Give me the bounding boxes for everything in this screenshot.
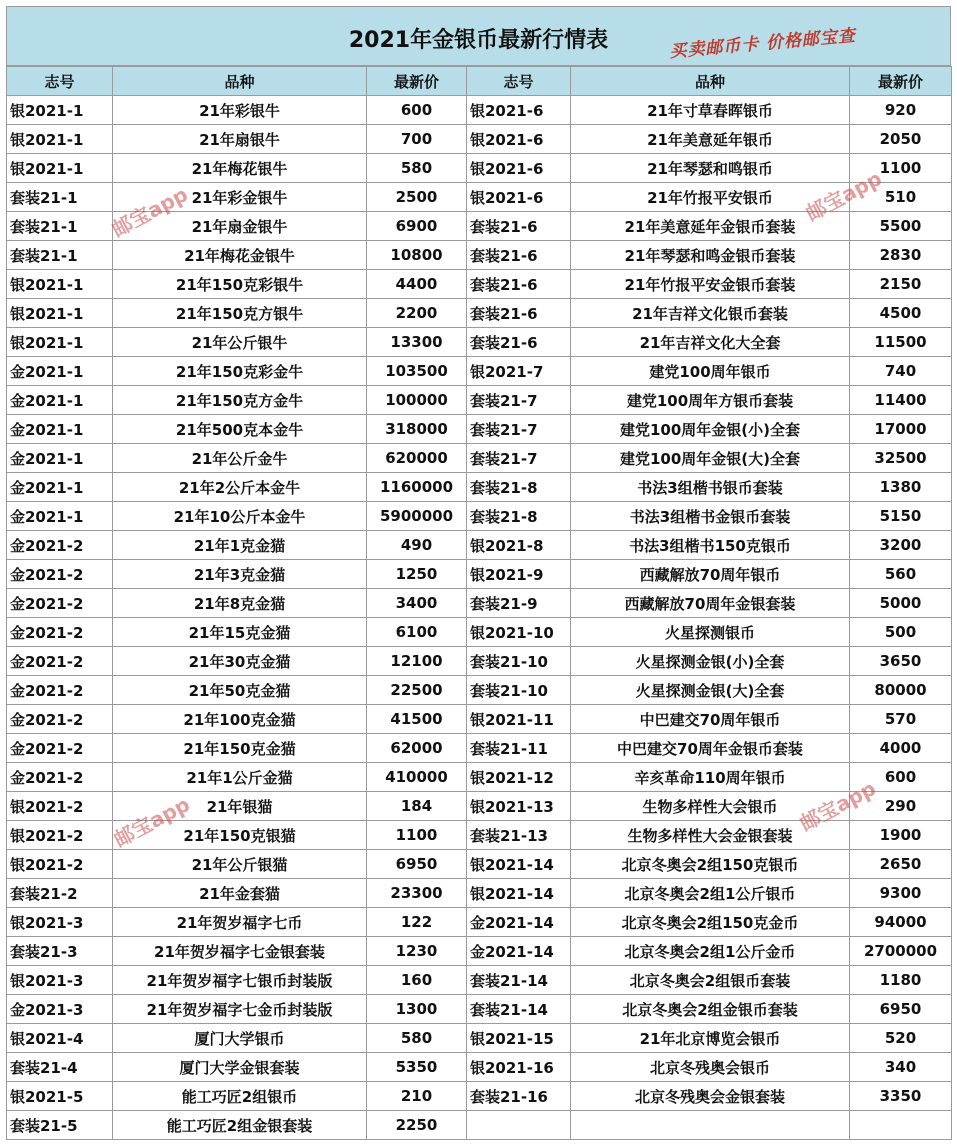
right-variety-cell: 建党100周年银币 xyxy=(571,357,850,386)
left-variety-cell: 21年30克金猫 xyxy=(113,647,367,676)
left-code-cell: 银2021-1 xyxy=(7,125,113,154)
left-price-cell: 1160000 xyxy=(367,473,467,502)
left-price-cell: 5900000 xyxy=(367,502,467,531)
right-price-cell: 920 xyxy=(850,96,952,125)
table-row xyxy=(7,357,952,386)
left-code-cell: 金2021-2 xyxy=(7,589,113,618)
right-code-cell: 套装21-6 xyxy=(467,270,571,299)
left-price-cell: 210 xyxy=(367,1082,467,1111)
table-row xyxy=(7,328,952,357)
left-variety-cell: 21年贺岁福字七银币封装版 xyxy=(113,966,367,995)
left-price-cell: 318000 xyxy=(367,415,467,444)
table-row xyxy=(7,386,952,415)
right-code-cell: 金2021-14 xyxy=(467,937,571,966)
right-price-cell: 4500 xyxy=(850,299,952,328)
table-row xyxy=(7,212,952,241)
table-row xyxy=(7,125,952,154)
left-code-cell: 银2021-1 xyxy=(7,270,113,299)
right-code-cell: 套装21-10 xyxy=(467,647,571,676)
right-price-cell: 1180 xyxy=(850,966,952,995)
right-price-cell: 80000 xyxy=(850,676,952,705)
right-price-cell: 3350 xyxy=(850,1082,952,1111)
left-variety-cell: 21年公斤银猫 xyxy=(113,850,367,879)
right-price-cell: 500 xyxy=(850,618,952,647)
right-code-cell: 套装21-7 xyxy=(467,415,571,444)
table-row xyxy=(7,821,952,850)
right-variety-cell: 21年美意延年银币 xyxy=(571,125,850,154)
watermark: 邮宝app xyxy=(801,165,886,226)
right-price-cell: 94000 xyxy=(850,908,952,937)
right-price-cell: 11500 xyxy=(850,328,952,357)
watermark: 邮宝app xyxy=(109,791,194,852)
watermark: 邮宝app xyxy=(795,775,880,836)
table-row xyxy=(7,560,952,589)
left-price-cell: 490 xyxy=(367,531,467,560)
title-bar xyxy=(6,6,951,66)
left-code-cell: 金2021-1 xyxy=(7,386,113,415)
table-row xyxy=(7,618,952,647)
table-row xyxy=(7,589,952,618)
header-variety: 品种 xyxy=(113,67,367,96)
table-row xyxy=(7,1082,952,1111)
right-variety-cell: 21年吉祥文化大全套 xyxy=(571,328,850,357)
right-price-cell: 5150 xyxy=(850,502,952,531)
left-price-cell: 1300 xyxy=(367,995,467,1024)
table-row xyxy=(7,792,952,821)
left-variety-cell: 厦门大学银币 xyxy=(113,1024,367,1053)
right-variety-cell: 火星探测银币 xyxy=(571,618,850,647)
left-code-cell: 套装21-3 xyxy=(7,937,113,966)
right-price-cell: 520 xyxy=(850,1024,952,1053)
right-variety-cell: 21年吉祥文化银币套装 xyxy=(571,299,850,328)
left-variety-cell: 21年梅花金银牛 xyxy=(113,241,367,270)
right-code-cell xyxy=(467,1111,571,1140)
left-variety-cell: 21年扇金银牛 xyxy=(113,212,367,241)
left-variety-cell: 厦门大学金银套装 xyxy=(113,1053,367,1082)
left-price-cell: 6100 xyxy=(367,618,467,647)
left-variety-cell: 21年50克金猫 xyxy=(113,676,367,705)
right-price-cell: 2150 xyxy=(850,270,952,299)
right-price-cell xyxy=(850,1111,952,1140)
right-price-cell: 1100 xyxy=(850,154,952,183)
table-row xyxy=(7,676,952,705)
left-price-cell: 122 xyxy=(367,908,467,937)
left-code-cell: 套装21-1 xyxy=(7,212,113,241)
table-row xyxy=(7,299,952,328)
left-code-cell: 金2021-2 xyxy=(7,705,113,734)
right-price-cell: 290 xyxy=(850,792,952,821)
left-variety-cell: 21年公斤金牛 xyxy=(113,444,367,473)
left-code-cell: 金2021-2 xyxy=(7,531,113,560)
left-code-cell: 银2021-2 xyxy=(7,792,113,821)
page-title: 2021年金银币最新行情表 xyxy=(348,28,609,53)
left-code-cell: 套装21-5 xyxy=(7,1111,113,1140)
left-price-cell: 41500 xyxy=(367,705,467,734)
right-price-cell: 2650 xyxy=(850,850,952,879)
left-price-cell: 160 xyxy=(367,966,467,995)
table-row xyxy=(7,183,952,212)
header-price: 最新价 xyxy=(850,67,952,96)
left-price-cell: 62000 xyxy=(367,734,467,763)
left-code-cell: 金2021-1 xyxy=(7,473,113,502)
left-price-cell: 2200 xyxy=(367,299,467,328)
right-code-cell: 套装21-14 xyxy=(467,995,571,1024)
table-row xyxy=(7,1111,952,1140)
right-price-cell: 2050 xyxy=(850,125,952,154)
right-code-cell: 套装21-13 xyxy=(467,821,571,850)
right-code-cell: 银2021-6 xyxy=(467,183,571,212)
right-code-cell: 套装21-9 xyxy=(467,589,571,618)
right-variety-cell: 建党100周年金银(小)全套 xyxy=(571,415,850,444)
right-variety-cell: 21年竹报平安金银币套装 xyxy=(571,270,850,299)
left-price-cell: 23300 xyxy=(367,879,467,908)
table-row xyxy=(7,531,952,560)
right-variety-cell: 北京冬奥会2组金银币套装 xyxy=(571,995,850,1024)
table-row xyxy=(7,995,952,1024)
right-code-cell: 银2021-14 xyxy=(467,879,571,908)
table-row xyxy=(7,937,952,966)
right-variety-cell: 火星探测金银(大)全套 xyxy=(571,676,850,705)
right-price-cell: 4000 xyxy=(850,734,952,763)
right-variety-cell: 北京冬奥会2组银币套装 xyxy=(571,966,850,995)
left-variety-cell: 能工巧匠2组金银套装 xyxy=(113,1111,367,1140)
right-code-cell: 银2021-11 xyxy=(467,705,571,734)
right-price-cell: 570 xyxy=(850,705,952,734)
right-code-cell: 套装21-6 xyxy=(467,328,571,357)
left-code-cell: 金2021-1 xyxy=(7,502,113,531)
left-code-cell: 金2021-1 xyxy=(7,357,113,386)
right-variety-cell: 21年竹报平安银币 xyxy=(571,183,850,212)
table-row xyxy=(7,647,952,676)
right-variety-cell: 北京冬残奥会银币 xyxy=(571,1053,850,1082)
promo-stamp: 买卖邮币卡 价格邮宝查 xyxy=(668,25,857,63)
left-variety-cell: 21年贺岁福字七金银套装 xyxy=(113,937,367,966)
right-code-cell: 套装21-10 xyxy=(467,676,571,705)
right-variety-cell: 中巴建交70周年金银币套装 xyxy=(571,734,850,763)
left-variety-cell: 21年1公斤金猫 xyxy=(113,763,367,792)
right-code-cell: 银2021-9 xyxy=(467,560,571,589)
right-code-cell: 银2021-16 xyxy=(467,1053,571,1082)
left-price-cell: 13300 xyxy=(367,328,467,357)
left-code-cell: 金2021-3 xyxy=(7,995,113,1024)
table-row xyxy=(7,241,952,270)
left-price-cell: 103500 xyxy=(367,357,467,386)
left-code-cell: 银2021-1 xyxy=(7,299,113,328)
left-variety-cell: 21年150克银猫 xyxy=(113,821,367,850)
left-price-cell: 184 xyxy=(367,792,467,821)
left-variety-cell: 21年彩金银牛 xyxy=(113,183,367,212)
left-price-cell: 6900 xyxy=(367,212,467,241)
right-variety-cell: 火星探测金银(小)全套 xyxy=(571,647,850,676)
left-variety-cell: 21年贺岁福字七金币封装版 xyxy=(113,995,367,1024)
left-code-cell: 套装21-1 xyxy=(7,183,113,212)
right-price-cell: 560 xyxy=(850,560,952,589)
right-code-cell: 套装21-11 xyxy=(467,734,571,763)
left-price-cell: 4400 xyxy=(367,270,467,299)
right-variety-cell: 21年美意延年金银币套装 xyxy=(571,212,850,241)
left-price-cell: 3400 xyxy=(367,589,467,618)
right-variety-cell: 生物多样性大会金银套装 xyxy=(571,821,850,850)
right-code-cell: 套装21-6 xyxy=(467,212,571,241)
header-code: 志号 xyxy=(467,67,571,96)
left-variety-cell: 21年扇银牛 xyxy=(113,125,367,154)
left-code-cell: 银2021-2 xyxy=(7,850,113,879)
right-price-cell: 6950 xyxy=(850,995,952,1024)
table-row xyxy=(7,966,952,995)
left-variety-cell: 21年2公斤本金牛 xyxy=(113,473,367,502)
left-code-cell: 金2021-1 xyxy=(7,444,113,473)
left-code-cell: 套装21-4 xyxy=(7,1053,113,1082)
left-variety-cell: 21年150克彩金牛 xyxy=(113,357,367,386)
left-variety-cell: 21年梅花银牛 xyxy=(113,154,367,183)
left-code-cell: 银2021-4 xyxy=(7,1024,113,1053)
right-variety-cell: 北京冬奥会2组150克金币 xyxy=(571,908,850,937)
left-code-cell: 金2021-2 xyxy=(7,647,113,676)
table-row xyxy=(7,473,952,502)
table-row xyxy=(7,763,952,792)
left-price-cell: 620000 xyxy=(367,444,467,473)
left-price-cell: 1100 xyxy=(367,821,467,850)
left-variety-cell: 21年15克金猫 xyxy=(113,618,367,647)
right-code-cell: 银2021-6 xyxy=(467,154,571,183)
table-row xyxy=(7,444,952,473)
left-variety-cell: 能工巧匠2组银币 xyxy=(113,1082,367,1111)
left-price-cell: 580 xyxy=(367,154,467,183)
right-code-cell: 银2021-8 xyxy=(467,531,571,560)
left-price-cell: 700 xyxy=(367,125,467,154)
table-row xyxy=(7,879,952,908)
right-code-cell: 套装21-6 xyxy=(467,241,571,270)
left-price-cell: 22500 xyxy=(367,676,467,705)
price-table xyxy=(6,66,952,1140)
left-price-cell: 12100 xyxy=(367,647,467,676)
right-price-cell: 1380 xyxy=(850,473,952,502)
left-code-cell: 金2021-2 xyxy=(7,676,113,705)
left-variety-cell: 21年8克金猫 xyxy=(113,589,367,618)
left-price-cell: 600 xyxy=(367,96,467,125)
right-price-cell: 32500 xyxy=(850,444,952,473)
right-variety-cell: 中巴建交70周年银币 xyxy=(571,705,850,734)
right-code-cell: 套装21-16 xyxy=(467,1082,571,1111)
left-price-cell: 2250 xyxy=(367,1111,467,1140)
left-variety-cell: 21年1克金猫 xyxy=(113,531,367,560)
left-variety-cell: 21年公斤银牛 xyxy=(113,328,367,357)
right-price-cell: 510 xyxy=(850,183,952,212)
left-variety-cell: 21年500克本金牛 xyxy=(113,415,367,444)
table-row xyxy=(7,908,952,937)
left-code-cell: 套装21-1 xyxy=(7,241,113,270)
left-code-cell: 金2021-2 xyxy=(7,734,113,763)
left-price-cell: 6950 xyxy=(367,850,467,879)
right-variety-cell: 北京冬奥会2组1公斤金币 xyxy=(571,937,850,966)
left-code-cell: 银2021-3 xyxy=(7,908,113,937)
right-code-cell: 套装21-7 xyxy=(467,386,571,415)
left-variety-cell: 21年150克彩银牛 xyxy=(113,270,367,299)
right-code-cell: 银2021-12 xyxy=(467,763,571,792)
left-price-cell: 410000 xyxy=(367,763,467,792)
right-variety-cell: 生物多样性大会银币 xyxy=(571,792,850,821)
left-variety-cell: 21年10公斤本金牛 xyxy=(113,502,367,531)
right-price-cell: 5000 xyxy=(850,589,952,618)
right-code-cell: 套装21-6 xyxy=(467,299,571,328)
table-row xyxy=(7,1024,952,1053)
right-price-cell: 5500 xyxy=(850,212,952,241)
right-price-cell: 600 xyxy=(850,763,952,792)
header-row xyxy=(7,67,952,96)
right-variety-cell: 建党100周年金银(大)全套 xyxy=(571,444,850,473)
table-row xyxy=(7,705,952,734)
right-code-cell: 套装21-7 xyxy=(467,444,571,473)
right-code-cell: 银2021-7 xyxy=(467,357,571,386)
right-variety-cell: 书法3组楷书金银币套装 xyxy=(571,502,850,531)
header-variety: 品种 xyxy=(571,67,850,96)
right-price-cell: 3200 xyxy=(850,531,952,560)
left-variety-cell: 21年银猫 xyxy=(113,792,367,821)
table-row xyxy=(7,96,952,125)
left-code-cell: 银2021-2 xyxy=(7,821,113,850)
left-code-cell: 银2021-1 xyxy=(7,328,113,357)
right-variety-cell: 21年寸草春晖银币 xyxy=(571,96,850,125)
left-variety-cell: 21年100克金猫 xyxy=(113,705,367,734)
right-variety-cell xyxy=(571,1111,850,1140)
left-code-cell: 金2021-2 xyxy=(7,618,113,647)
left-code-cell: 银2021-1 xyxy=(7,154,113,183)
left-price-cell: 100000 xyxy=(367,386,467,415)
left-price-cell: 580 xyxy=(367,1024,467,1053)
table-row xyxy=(7,1053,952,1082)
right-variety-cell: 西藏解放70周年金银套装 xyxy=(571,589,850,618)
left-code-cell: 银2021-3 xyxy=(7,966,113,995)
left-variety-cell: 21年贺岁福字七币 xyxy=(113,908,367,937)
right-variety-cell: 书法3组楷书银币套装 xyxy=(571,473,850,502)
right-code-cell: 银2021-6 xyxy=(467,96,571,125)
right-code-cell: 套装21-8 xyxy=(467,473,571,502)
right-code-cell: 银2021-15 xyxy=(467,1024,571,1053)
table-row xyxy=(7,154,952,183)
right-price-cell: 1900 xyxy=(850,821,952,850)
table-row xyxy=(7,270,952,299)
right-code-cell: 套装21-14 xyxy=(467,966,571,995)
right-variety-cell: 西藏解放70周年银币 xyxy=(571,560,850,589)
left-code-cell: 金2021-2 xyxy=(7,763,113,792)
left-code-cell: 银2021-1 xyxy=(7,96,113,125)
header-price: 最新价 xyxy=(367,67,467,96)
left-price-cell: 2500 xyxy=(367,183,467,212)
table-row xyxy=(7,502,952,531)
left-variety-cell: 21年彩银牛 xyxy=(113,96,367,125)
right-code-cell: 银2021-10 xyxy=(467,618,571,647)
left-variety-cell: 21年150克方金牛 xyxy=(113,386,367,415)
right-code-cell: 套装21-8 xyxy=(467,502,571,531)
left-code-cell: 金2021-1 xyxy=(7,415,113,444)
table-row xyxy=(7,415,952,444)
right-price-cell: 2830 xyxy=(850,241,952,270)
price-sheet xyxy=(6,6,951,1140)
right-price-cell: 2700000 xyxy=(850,937,952,966)
right-price-cell: 740 xyxy=(850,357,952,386)
left-price-cell: 10800 xyxy=(367,241,467,270)
right-price-cell: 11400 xyxy=(850,386,952,415)
right-code-cell: 银2021-14 xyxy=(467,850,571,879)
left-code-cell: 金2021-2 xyxy=(7,560,113,589)
header-code: 志号 xyxy=(7,67,113,96)
right-variety-cell: 21年北京博览会银币 xyxy=(571,1024,850,1053)
left-variety-cell: 21年3克金猫 xyxy=(113,560,367,589)
right-price-cell: 340 xyxy=(850,1053,952,1082)
left-price-cell: 1230 xyxy=(367,937,467,966)
right-variety-cell: 21年琴瑟和鸣银币 xyxy=(571,154,850,183)
right-price-cell: 17000 xyxy=(850,415,952,444)
table-row xyxy=(7,850,952,879)
right-price-cell: 3650 xyxy=(850,647,952,676)
right-code-cell: 银2021-13 xyxy=(467,792,571,821)
left-variety-cell: 21年金套猫 xyxy=(113,879,367,908)
right-code-cell: 金2021-14 xyxy=(467,908,571,937)
right-variety-cell: 建党100周年方银币套装 xyxy=(571,386,850,415)
watermark: 邮宝app xyxy=(107,181,192,242)
left-code-cell: 套装21-2 xyxy=(7,879,113,908)
right-variety-cell: 北京冬奥会2组150克银币 xyxy=(571,850,850,879)
right-variety-cell: 书法3组楷书150克银币 xyxy=(571,531,850,560)
right-variety-cell: 北京冬奥会2组1公斤银币 xyxy=(571,879,850,908)
right-variety-cell: 21年琴瑟和鸣金银币套装 xyxy=(571,241,850,270)
right-code-cell: 银2021-6 xyxy=(467,125,571,154)
right-price-cell: 9300 xyxy=(850,879,952,908)
left-price-cell: 5350 xyxy=(367,1053,467,1082)
left-code-cell: 银2021-5 xyxy=(7,1082,113,1111)
right-variety-cell: 北京冬残奥会金银套装 xyxy=(571,1082,850,1111)
table-row xyxy=(7,734,952,763)
left-variety-cell: 21年150克金猫 xyxy=(113,734,367,763)
left-variety-cell: 21年150克方银牛 xyxy=(113,299,367,328)
left-price-cell: 1250 xyxy=(367,560,467,589)
right-variety-cell: 辛亥革命110周年银币 xyxy=(571,763,850,792)
